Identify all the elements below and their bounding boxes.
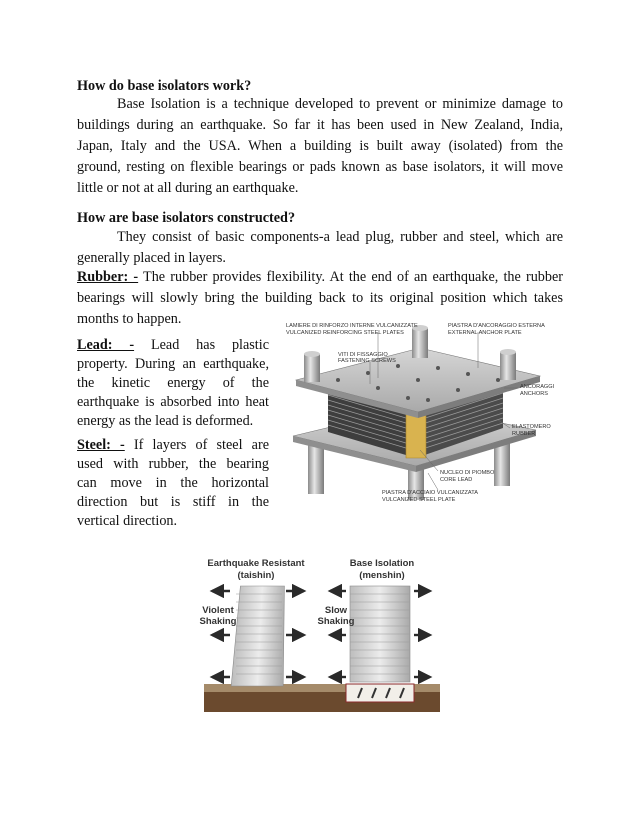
- building-earthquake-resistant: [231, 586, 288, 686]
- text-line: bearings will slowly bring the building back to its original position which takes: [77, 290, 563, 306]
- paragraph-components: [77, 227, 563, 269]
- building-comparison-figure: [196, 556, 446, 718]
- label-rubber-it: ELASTOMERO: [512, 424, 551, 430]
- anchor-cap: [500, 349, 516, 355]
- text-line: the kinetic energy of the: [77, 375, 269, 391]
- text-line: direction but is stiff in the: [77, 494, 269, 510]
- anchor-cap: [304, 351, 320, 357]
- top-anchor-right: [500, 352, 516, 380]
- paragraph-base-isolation: [77, 94, 563, 199]
- text-line: months to happen.: [77, 311, 182, 327]
- text-line: The rubber provides flexibility. At the end of an earthquake, the rubber: [138, 269, 563, 285]
- label-anchor-plate-it: PIASTRA D'ANCORAGGIO ESTERNA: [448, 323, 545, 329]
- label-reinforcing-plates-it: LAMIERE DI RINFORZO INTERNE VULCANIZZATE: [286, 323, 418, 329]
- label-shaking-right: Shaking: [317, 616, 355, 627]
- text-line: little or not at all during an earthquake.: [77, 180, 299, 196]
- label-screws-it: VITI DI FISSAGGIO: [338, 352, 388, 358]
- top-anchor-left: [304, 354, 320, 382]
- label-steel-plate-en: VULCANIZED STEEL PLATE: [382, 497, 456, 503]
- text-line: vertical direction.: [77, 513, 178, 529]
- text-line: energy as the lead is deformed.: [77, 413, 254, 429]
- title-taishin: (taishin): [237, 570, 275, 581]
- label-lead-core-en: CORE LEAD: [440, 477, 473, 483]
- label-slow: Slow: [324, 605, 348, 616]
- paragraph-lead: [77, 336, 269, 431]
- text-line: Base Isolation is a technique developed to prevent or minimize damage to: [117, 96, 563, 112]
- title-base-isolation: Base Isolation: [349, 558, 415, 569]
- top-anchor-center: [412, 328, 428, 358]
- text-line: used with rubber, the bearing: [77, 456, 269, 472]
- title-earthquake-resistant: Earthquake Resistant: [207, 558, 305, 569]
- text-line: If layers of steel are: [124, 437, 269, 453]
- text-line: They consist of basic components-a lead plug, rubber and steel, which are: [117, 229, 563, 245]
- label-reinforcing-plates-en: VULCANIZED REINFORCING STEEL PLATES: [286, 330, 404, 336]
- isolation-pit: [346, 684, 414, 702]
- heading-how-work: How do base isolators work?: [77, 78, 252, 94]
- text-line: generally placed in layers.: [77, 250, 226, 266]
- paragraph-steel: [77, 436, 269, 531]
- title-menshin: (menshin): [359, 570, 405, 581]
- text-line: Lead has plastic: [134, 337, 269, 353]
- text-line: buildings during an earthquake. So far it has been used in New Zealand, India,: [77, 117, 563, 133]
- label-violent: Violent: [202, 605, 234, 616]
- heading-how-constructed: How are base isolators constructed?: [77, 210, 296, 226]
- text-line: can move in the horizontal: [77, 475, 269, 491]
- label-lead-core-it: NUCLEO DI PIOMBO: [440, 470, 495, 476]
- steel-label: Steel: -: [77, 437, 125, 453]
- lead-label: Lead: -: [77, 337, 135, 353]
- label-screws-en: FASTENING SCREWS: [338, 358, 396, 364]
- label-steel-plate-it: PIASTRA D'ACCIAIO VULCANIZZATA: [382, 490, 478, 496]
- text-line: property. During an earthquake,: [77, 356, 269, 372]
- lead-core: [406, 413, 426, 458]
- label-anchors-it: ANCORAGGI: [520, 384, 555, 390]
- label-shaking-left: Shaking: [199, 616, 237, 627]
- label-anchors-en: ANCHORS: [520, 391, 548, 397]
- label-rubber-en: RUBBER: [512, 431, 536, 437]
- text-line: earthquake is absorbed into heat: [77, 394, 269, 410]
- text-line: Japan, Italy and the USA. When a building is built away (isolated) from the: [77, 138, 563, 154]
- base-isolator-bearing-figure: [278, 318, 562, 514]
- rubber-label: Rubber: -: [77, 269, 139, 285]
- text-line: ground, resting on flexible bearings or pads known as base isolators, it will move: [77, 159, 563, 175]
- label-anchor-plate-en: EXTERNAL ANCHOR PLATE: [448, 330, 522, 336]
